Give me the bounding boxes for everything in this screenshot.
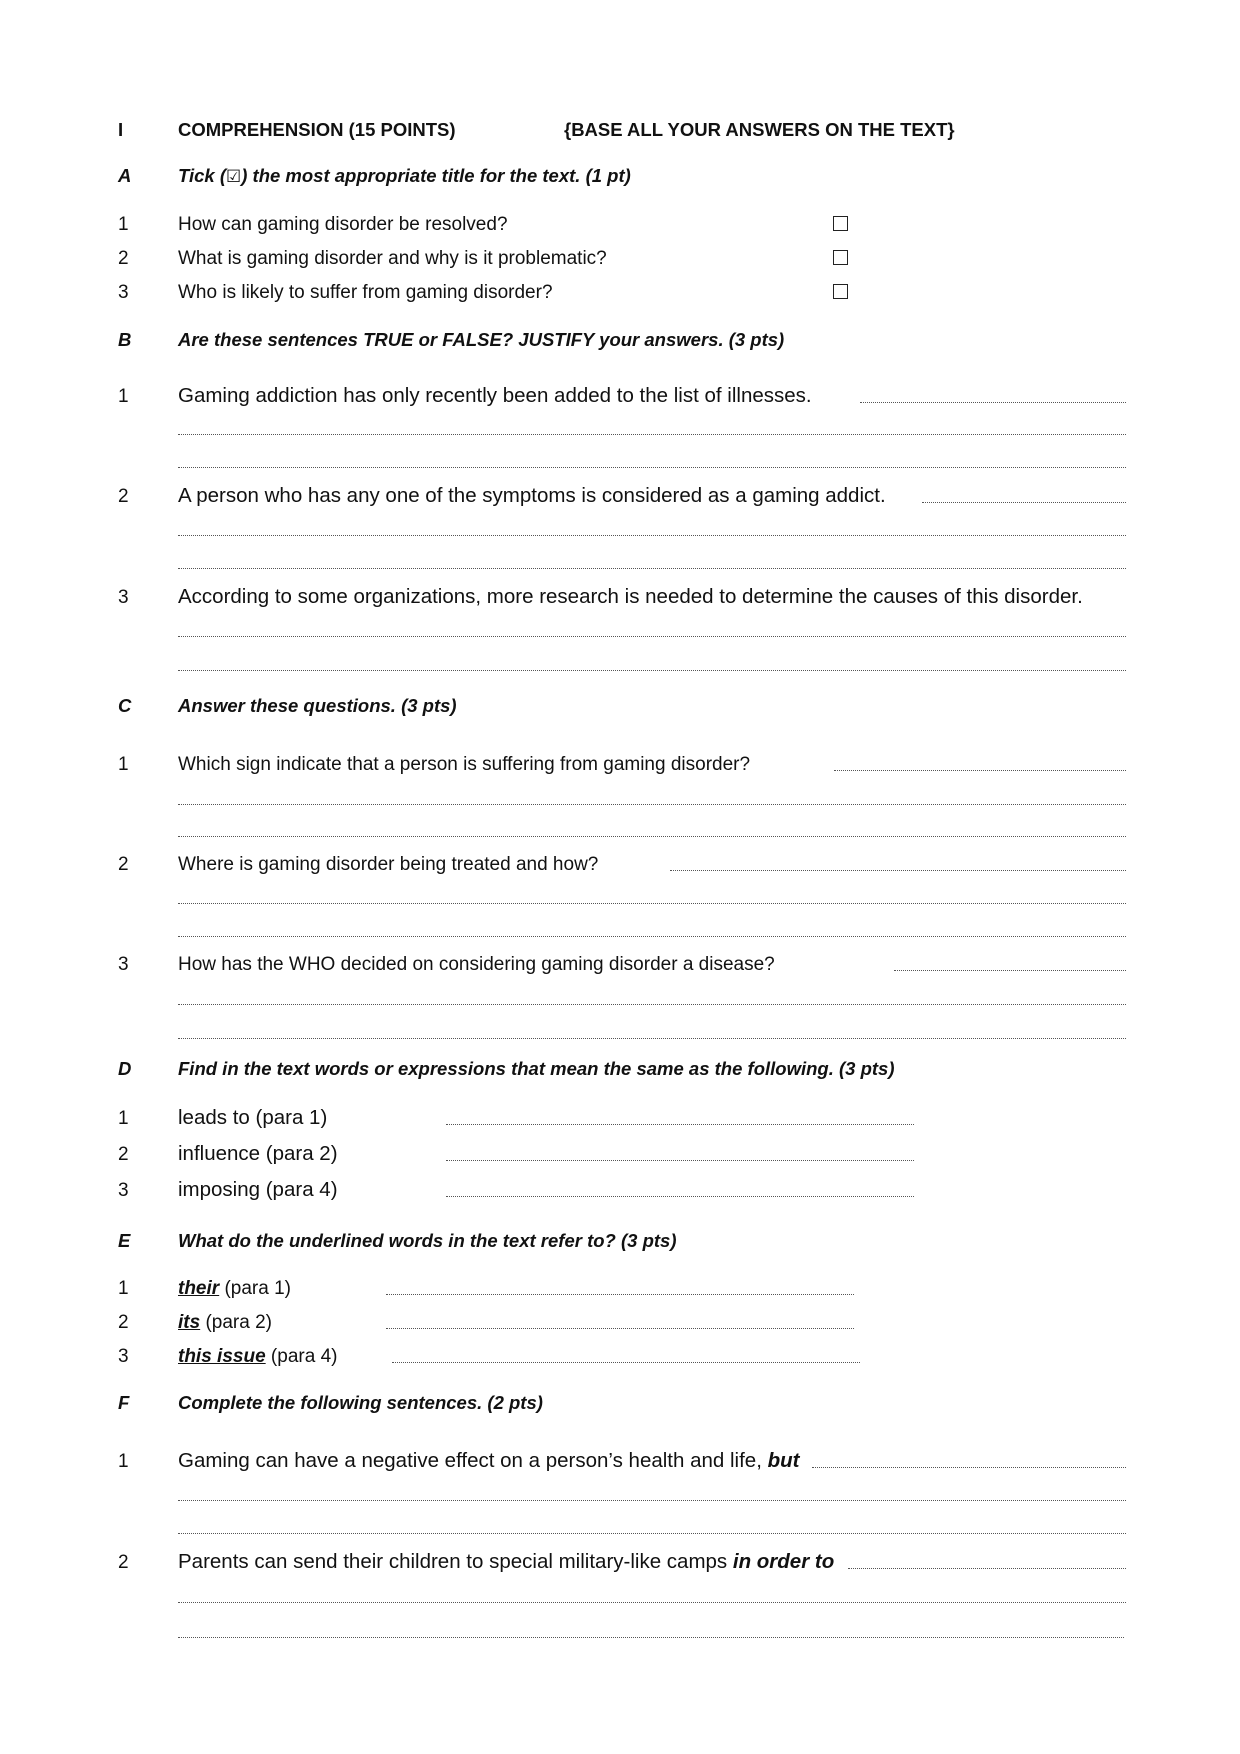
- answer-line[interactable]: [386, 1328, 854, 1329]
- answer-line[interactable]: [860, 402, 1126, 403]
- item-number: 3: [118, 1346, 129, 1367]
- title-option-checkbox[interactable]: [833, 216, 848, 231]
- item-number: 3: [118, 1180, 129, 1201]
- answer-line[interactable]: [392, 1362, 860, 1363]
- para-reference: (para 4): [265, 1346, 338, 1367]
- para-reference: (para 2): [200, 1312, 272, 1333]
- item-number: 1: [118, 214, 129, 235]
- section-e-instruction: What do the underlined words in the text refer to? (3 pts): [178, 1230, 677, 1251]
- section-letter-c: C: [118, 695, 132, 716]
- reference-prompt: [178, 1279, 291, 1298]
- answer-line[interactable]: [178, 1637, 1124, 1638]
- answer-line[interactable]: [178, 1500, 1126, 1501]
- sentence-stem: [178, 1451, 799, 1472]
- vocabulary-prompt: influence (para 2): [178, 1142, 338, 1165]
- answer-line[interactable]: [178, 1533, 1126, 1534]
- section-letter-a: A: [118, 165, 132, 186]
- checked-box-icon: ☑: [225, 167, 242, 187]
- item-number: 3: [118, 954, 129, 975]
- question-text: How has the WHO decided on considering gaming disorder a disease?: [178, 954, 775, 975]
- section-a-instruction: [178, 167, 631, 186]
- answer-line[interactable]: [178, 670, 1126, 671]
- item-number: 2: [118, 248, 129, 269]
- true-false-statement: According to some organizations, more research is needed to determine the causes of this disorder.: [178, 585, 1083, 608]
- answer-line[interactable]: [386, 1294, 854, 1295]
- reference-prompt: [178, 1347, 337, 1366]
- answer-line[interactable]: [178, 434, 1126, 435]
- answer-line[interactable]: [446, 1124, 914, 1125]
- question-text: Which sign indicate that a person is suffering from gaming disorder?: [178, 754, 751, 775]
- answer-line[interactable]: [834, 770, 1126, 771]
- true-false-statement: Gaming addiction has only recently been added to the list of illnesses.: [178, 384, 812, 407]
- instruction-text: Tick (: [178, 165, 226, 186]
- connector-keyword: but: [767, 1449, 800, 1472]
- item-number: 1: [118, 1451, 129, 1472]
- section-letter-d: D: [118, 1058, 132, 1079]
- title-option-checkbox[interactable]: [833, 250, 848, 265]
- section-title: COMPREHENSION (15 POINTS): [178, 119, 456, 140]
- item-number: 2: [118, 1312, 129, 1333]
- answer-line[interactable]: [178, 1038, 1126, 1039]
- answer-line[interactable]: [922, 502, 1126, 503]
- item-number: 1: [118, 1108, 129, 1129]
- item-number: 1: [118, 754, 129, 775]
- answer-line[interactable]: [178, 903, 1126, 904]
- title-option-text: Who is likely to suffer from gaming disorder?: [178, 282, 553, 303]
- question-text: Where is gaming disorder being treated and how?: [178, 854, 599, 875]
- section-d-instruction: Find in the text words or expressions that mean the same as the following. (3 pts): [178, 1058, 895, 1079]
- answer-line[interactable]: [178, 568, 1126, 569]
- item-number: 2: [118, 1552, 129, 1573]
- sentence-text: Parents can send their children to special military-like camps: [178, 1550, 733, 1573]
- item-number: 1: [118, 386, 129, 407]
- section-letter-b: B: [118, 329, 132, 350]
- section-c-instruction: Answer these questions. (3 pts): [178, 695, 457, 716]
- section-letter-f: F: [118, 1392, 130, 1413]
- title-option-text: How can gaming disorder be resolved?: [178, 214, 508, 235]
- para-reference: (para 1): [219, 1278, 291, 1299]
- item-number: 3: [118, 282, 129, 303]
- true-false-statement: A person who has any one of the symptoms is considered as a gaming addict.: [178, 484, 886, 507]
- answer-line[interactable]: [848, 1568, 1126, 1569]
- item-number: 3: [118, 587, 129, 608]
- underlined-word: this issue: [178, 1346, 266, 1367]
- section-f-instruction: Complete the following sentences. (2 pts): [178, 1392, 543, 1413]
- answer-line[interactable]: [178, 467, 1126, 468]
- answer-line[interactable]: [894, 970, 1126, 971]
- underlined-word: its: [178, 1312, 201, 1333]
- answer-line[interactable]: [178, 836, 1126, 837]
- section-b-instruction: Are these sentences TRUE or FALSE? JUSTIFY your answers. (3 pts): [178, 329, 785, 350]
- answer-line[interactable]: [446, 1196, 914, 1197]
- item-number: 2: [118, 486, 129, 507]
- answer-line[interactable]: [178, 1602, 1126, 1603]
- answer-line[interactable]: [178, 804, 1126, 805]
- answer-line[interactable]: [178, 535, 1126, 536]
- answer-line[interactable]: [446, 1160, 914, 1161]
- item-number: 2: [118, 1144, 129, 1165]
- reference-prompt: [178, 1313, 272, 1332]
- answer-line[interactable]: [178, 1004, 1126, 1005]
- answer-line[interactable]: [178, 936, 1126, 937]
- vocabulary-prompt: imposing (para 4): [178, 1178, 338, 1201]
- answer-line[interactable]: [670, 870, 1126, 871]
- title-option-checkbox[interactable]: [833, 284, 848, 299]
- sentence-text: Gaming can have a negative effect on a person’s health and life,: [178, 1449, 768, 1472]
- instruction-text: ) the most appropriate title for the text. (1 pt): [241, 165, 631, 186]
- underlined-word: their: [178, 1278, 220, 1299]
- connector-keyword: in order to: [732, 1550, 835, 1573]
- sentence-stem: [178, 1552, 834, 1573]
- vocabulary-prompt: leads to (para 1): [178, 1106, 328, 1129]
- answer-line[interactable]: [812, 1467, 1126, 1468]
- section-instruction: {BASE ALL YOUR ANSWERS ON THE TEXT}: [564, 119, 955, 140]
- section-roman-numeral: I: [118, 119, 124, 140]
- answer-line[interactable]: [178, 636, 1126, 637]
- item-number: 2: [118, 854, 129, 875]
- title-option-text: What is gaming disorder and why is it problematic?: [178, 248, 607, 269]
- section-letter-e: E: [118, 1230, 131, 1251]
- item-number: 1: [118, 1278, 129, 1299]
